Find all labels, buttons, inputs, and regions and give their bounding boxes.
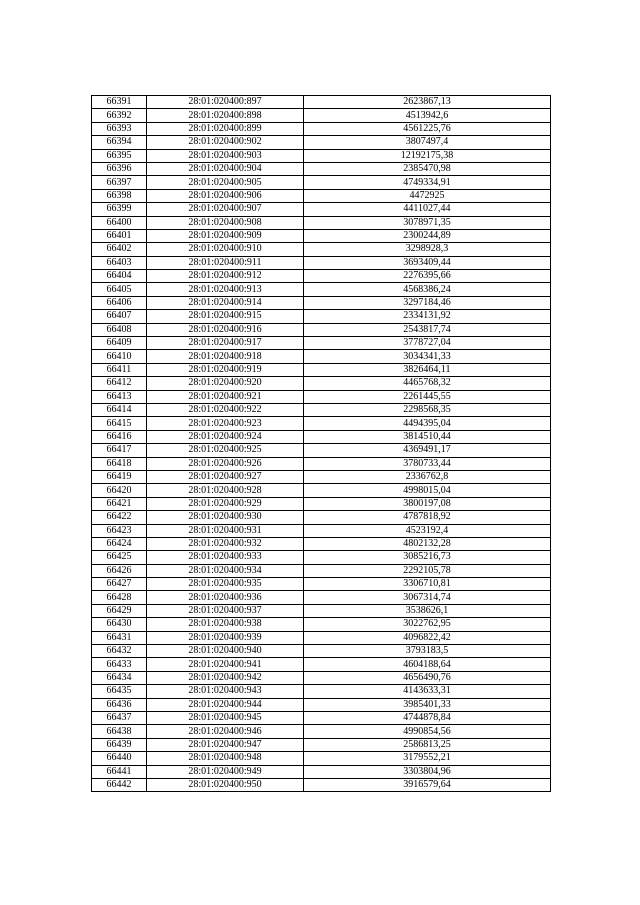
cadastral-number-cell: 28:01:020400:926 xyxy=(147,457,304,470)
cadastral-number-cell: 28:01:020400:924 xyxy=(147,430,304,443)
cadastral-value-cell: 4990854,56 xyxy=(304,725,551,738)
table-row xyxy=(92,390,551,403)
cadastral-number-cell: 28:01:020400:921 xyxy=(147,390,304,403)
row-number-cell: 66422 xyxy=(92,511,147,524)
cadastral-value-cell: 4744878,84 xyxy=(304,711,551,724)
table-row xyxy=(92,698,551,711)
cadastral-value-cell: 4749334,91 xyxy=(304,176,551,189)
table-row xyxy=(92,671,551,684)
table-row xyxy=(92,256,551,269)
table-row xyxy=(92,96,551,109)
cadastral-number-cell: 28:01:020400:928 xyxy=(147,484,304,497)
row-number-cell: 66438 xyxy=(92,725,147,738)
row-number-cell: 66436 xyxy=(92,698,147,711)
cadastral-value-cell: 3693409,44 xyxy=(304,256,551,269)
row-number-cell: 66391 xyxy=(92,96,147,109)
row-number-cell: 66430 xyxy=(92,618,147,631)
table-row xyxy=(92,765,551,778)
row-number-cell: 66396 xyxy=(92,162,147,175)
cadastral-value-table xyxy=(91,95,551,792)
cadastral-value-cell: 3303804,96 xyxy=(304,765,551,778)
cadastral-value-cell: 4369491,17 xyxy=(304,444,551,457)
cadastral-number-cell: 28:01:020400:947 xyxy=(147,738,304,751)
table-row xyxy=(92,618,551,631)
table-row xyxy=(92,337,551,350)
cadastral-number-cell: 28:01:020400:910 xyxy=(147,243,304,256)
row-number-cell: 66424 xyxy=(92,537,147,550)
cadastral-number-cell: 28:01:020400:905 xyxy=(147,176,304,189)
table-body xyxy=(92,96,551,792)
cadastral-number-cell: 28:01:020400:918 xyxy=(147,350,304,363)
row-number-cell: 66441 xyxy=(92,765,147,778)
cadastral-value-cell: 4568386,24 xyxy=(304,283,551,296)
cadastral-value-cell: 3916579,64 xyxy=(304,778,551,791)
cadastral-value-cell: 3985401,33 xyxy=(304,698,551,711)
cadastral-value-cell: 2300244,89 xyxy=(304,229,551,242)
row-number-cell: 66426 xyxy=(92,564,147,577)
cadastral-value-cell: 2385470,98 xyxy=(304,162,551,175)
cadastral-value-cell: 12192175,38 xyxy=(304,149,551,162)
table-row xyxy=(92,283,551,296)
cadastral-number-cell: 28:01:020400:897 xyxy=(147,96,304,109)
cadastral-value-cell: 4096822,42 xyxy=(304,631,551,644)
table-row xyxy=(92,470,551,483)
table-row xyxy=(92,216,551,229)
cadastral-number-cell: 28:01:020400:907 xyxy=(147,203,304,216)
row-number-cell: 66419 xyxy=(92,470,147,483)
cadastral-value-cell: 3793183,5 xyxy=(304,645,551,658)
table-row xyxy=(92,229,551,242)
cadastral-number-cell: 28:01:020400:948 xyxy=(147,752,304,765)
cadastral-number-cell: 28:01:020400:904 xyxy=(147,162,304,175)
row-number-cell: 66433 xyxy=(92,658,147,671)
cadastral-number-cell: 28:01:020400:936 xyxy=(147,591,304,604)
row-number-cell: 66399 xyxy=(92,203,147,216)
cadastral-value-cell: 3067314,74 xyxy=(304,591,551,604)
row-number-cell: 66415 xyxy=(92,417,147,430)
row-number-cell: 66418 xyxy=(92,457,147,470)
row-number-cell: 66394 xyxy=(92,136,147,149)
row-number-cell: 66407 xyxy=(92,310,147,323)
row-number-cell: 66401 xyxy=(92,229,147,242)
cadastral-value-cell: 2336762,8 xyxy=(304,470,551,483)
row-number-cell: 66395 xyxy=(92,149,147,162)
row-number-cell: 66425 xyxy=(92,551,147,564)
cadastral-number-cell: 28:01:020400:906 xyxy=(147,189,304,202)
cadastral-value-cell: 3034341,33 xyxy=(304,350,551,363)
cadastral-number-cell: 28:01:020400:902 xyxy=(147,136,304,149)
row-number-cell: 66427 xyxy=(92,578,147,591)
cadastral-value-cell: 4561225,76 xyxy=(304,122,551,135)
cadastral-number-cell: 28:01:020400:911 xyxy=(147,256,304,269)
cadastral-value-cell: 4143633,31 xyxy=(304,685,551,698)
table-row xyxy=(92,484,551,497)
table-row xyxy=(92,136,551,149)
row-number-cell: 66397 xyxy=(92,176,147,189)
cadastral-value-cell: 3306710,81 xyxy=(304,578,551,591)
cadastral-value-cell: 2586813,25 xyxy=(304,738,551,751)
table-row xyxy=(92,149,551,162)
cadastral-number-cell: 28:01:020400:919 xyxy=(147,363,304,376)
cadastral-value-cell: 4604188,64 xyxy=(304,658,551,671)
row-number-cell: 66442 xyxy=(92,778,147,791)
table-row xyxy=(92,457,551,470)
cadastral-number-cell: 28:01:020400:949 xyxy=(147,765,304,778)
row-number-cell: 66392 xyxy=(92,109,147,122)
cadastral-number-cell: 28:01:020400:925 xyxy=(147,444,304,457)
row-number-cell: 66429 xyxy=(92,604,147,617)
cadastral-number-cell: 28:01:020400:903 xyxy=(147,149,304,162)
row-number-cell: 66405 xyxy=(92,283,147,296)
cadastral-value-cell: 2334131,92 xyxy=(304,310,551,323)
table-row xyxy=(92,377,551,390)
cadastral-number-cell: 28:01:020400:923 xyxy=(147,417,304,430)
cadastral-value-cell: 3085216,73 xyxy=(304,551,551,564)
row-number-cell: 66400 xyxy=(92,216,147,229)
cadastral-number-cell: 28:01:020400:912 xyxy=(147,270,304,283)
row-number-cell: 66435 xyxy=(92,685,147,698)
table-row xyxy=(92,270,551,283)
row-number-cell: 66416 xyxy=(92,430,147,443)
table-row xyxy=(92,310,551,323)
cadastral-value-cell: 4465768,32 xyxy=(304,377,551,390)
row-number-cell: 66404 xyxy=(92,270,147,283)
table-row xyxy=(92,350,551,363)
row-number-cell: 66402 xyxy=(92,243,147,256)
row-number-cell: 66420 xyxy=(92,484,147,497)
row-number-cell: 66432 xyxy=(92,645,147,658)
cadastral-value-cell: 3800197,08 xyxy=(304,497,551,510)
table-row xyxy=(92,725,551,738)
cadastral-value-cell: 3814510,44 xyxy=(304,430,551,443)
cadastral-number-cell: 28:01:020400:915 xyxy=(147,310,304,323)
row-number-cell: 66410 xyxy=(92,350,147,363)
row-number-cell: 66393 xyxy=(92,122,147,135)
table-row xyxy=(92,685,551,698)
cadastral-number-cell: 28:01:020400:898 xyxy=(147,109,304,122)
cadastral-number-cell: 28:01:020400:916 xyxy=(147,323,304,336)
cadastral-value-cell: 3807497,4 xyxy=(304,136,551,149)
cadastral-value-cell: 4802132,28 xyxy=(304,537,551,550)
cadastral-number-cell: 28:01:020400:945 xyxy=(147,711,304,724)
table-row xyxy=(92,578,551,591)
row-number-cell: 66440 xyxy=(92,752,147,765)
cadastral-number-cell: 28:01:020400:908 xyxy=(147,216,304,229)
table-row xyxy=(92,323,551,336)
cadastral-number-cell: 28:01:020400:939 xyxy=(147,631,304,644)
table-row xyxy=(92,363,551,376)
table-row xyxy=(92,591,551,604)
cadastral-number-cell: 28:01:020400:934 xyxy=(147,564,304,577)
cadastral-value-cell: 4472925 xyxy=(304,189,551,202)
row-number-cell: 66408 xyxy=(92,323,147,336)
cadastral-value-cell: 2623867,13 xyxy=(304,96,551,109)
cadastral-number-cell: 28:01:020400:950 xyxy=(147,778,304,791)
cadastral-number-cell: 28:01:020400:943 xyxy=(147,685,304,698)
cadastral-value-cell: 3078971,35 xyxy=(304,216,551,229)
row-number-cell: 66431 xyxy=(92,631,147,644)
cadastral-number-cell: 28:01:020400:946 xyxy=(147,725,304,738)
table-row xyxy=(92,778,551,791)
cadastral-value-cell: 3297184,46 xyxy=(304,296,551,309)
cadastral-value-cell: 3778727,04 xyxy=(304,337,551,350)
cadastral-number-cell: 28:01:020400:917 xyxy=(147,337,304,350)
row-number-cell: 66428 xyxy=(92,591,147,604)
cadastral-value-cell: 2276395,66 xyxy=(304,270,551,283)
cadastral-value-cell: 4656490,76 xyxy=(304,671,551,684)
table-row xyxy=(92,189,551,202)
cadastral-number-cell: 28:01:020400:942 xyxy=(147,671,304,684)
table-row xyxy=(92,162,551,175)
cadastral-number-cell: 28:01:020400:935 xyxy=(147,578,304,591)
table-row xyxy=(92,752,551,765)
row-number-cell: 66417 xyxy=(92,444,147,457)
cadastral-number-cell: 28:01:020400:922 xyxy=(147,403,304,416)
cadastral-value-cell: 4787818,92 xyxy=(304,511,551,524)
table-row xyxy=(92,243,551,256)
cadastral-number-cell: 28:01:020400:940 xyxy=(147,645,304,658)
table-row xyxy=(92,658,551,671)
table-row xyxy=(92,176,551,189)
table-row xyxy=(92,604,551,617)
cadastral-number-cell: 28:01:020400:909 xyxy=(147,229,304,242)
cadastral-number-cell: 28:01:020400:933 xyxy=(147,551,304,564)
cadastral-number-cell: 28:01:020400:944 xyxy=(147,698,304,711)
cadastral-number-cell: 28:01:020400:941 xyxy=(147,658,304,671)
cadastral-value-cell: 2261445,55 xyxy=(304,390,551,403)
table-row xyxy=(92,711,551,724)
cadastral-value-cell: 2543817,74 xyxy=(304,323,551,336)
row-number-cell: 66439 xyxy=(92,738,147,751)
table-row xyxy=(92,645,551,658)
cadastral-value-cell: 3780733,44 xyxy=(304,457,551,470)
cadastral-number-cell: 28:01:020400:927 xyxy=(147,470,304,483)
row-number-cell: 66398 xyxy=(92,189,147,202)
row-number-cell: 66406 xyxy=(92,296,147,309)
cadastral-number-cell: 28:01:020400:914 xyxy=(147,296,304,309)
cadastral-number-cell: 28:01:020400:938 xyxy=(147,618,304,631)
cadastral-value-cell: 3022762,95 xyxy=(304,618,551,631)
row-number-cell: 66403 xyxy=(92,256,147,269)
cadastral-value-cell: 3298928,3 xyxy=(304,243,551,256)
cadastral-value-cell: 4523192,4 xyxy=(304,524,551,537)
table-row xyxy=(92,551,551,564)
table-row xyxy=(92,122,551,135)
cadastral-value-cell: 2292105,78 xyxy=(304,564,551,577)
table-row xyxy=(92,524,551,537)
row-number-cell: 66409 xyxy=(92,337,147,350)
table-row xyxy=(92,417,551,430)
table-row xyxy=(92,444,551,457)
cadastral-value-cell: 4998015,04 xyxy=(304,484,551,497)
cadastral-value-cell: 2298568,35 xyxy=(304,403,551,416)
cadastral-number-cell: 28:01:020400:931 xyxy=(147,524,304,537)
cadastral-value-cell: 3538626,1 xyxy=(304,604,551,617)
row-number-cell: 66423 xyxy=(92,524,147,537)
cadastral-value-cell: 3826464,11 xyxy=(304,363,551,376)
table-row xyxy=(92,511,551,524)
table-row xyxy=(92,296,551,309)
table-row xyxy=(92,430,551,443)
row-number-cell: 66413 xyxy=(92,390,147,403)
cadastral-value-cell: 4513942,6 xyxy=(304,109,551,122)
cadastral-number-cell: 28:01:020400:930 xyxy=(147,511,304,524)
table-row xyxy=(92,631,551,644)
table-row xyxy=(92,403,551,416)
cadastral-number-cell: 28:01:020400:929 xyxy=(147,497,304,510)
cadastral-number-cell: 28:01:020400:937 xyxy=(147,604,304,617)
cadastral-number-cell: 28:01:020400:913 xyxy=(147,283,304,296)
table-row xyxy=(92,537,551,550)
cadastral-value-cell: 4411027,44 xyxy=(304,203,551,216)
row-number-cell: 66411 xyxy=(92,363,147,376)
cadastral-value-cell: 4494395,04 xyxy=(304,417,551,430)
table-row xyxy=(92,564,551,577)
cadastral-value-cell: 3179552,21 xyxy=(304,752,551,765)
row-number-cell: 66437 xyxy=(92,711,147,724)
row-number-cell: 66434 xyxy=(92,671,147,684)
table-row xyxy=(92,497,551,510)
row-number-cell: 66421 xyxy=(92,497,147,510)
table-row xyxy=(92,109,551,122)
row-number-cell: 66414 xyxy=(92,403,147,416)
cadastral-number-cell: 28:01:020400:932 xyxy=(147,537,304,550)
table-row xyxy=(92,203,551,216)
cadastral-number-cell: 28:01:020400:899 xyxy=(147,122,304,135)
cadastral-number-cell: 28:01:020400:920 xyxy=(147,377,304,390)
table-row xyxy=(92,738,551,751)
row-number-cell: 66412 xyxy=(92,377,147,390)
